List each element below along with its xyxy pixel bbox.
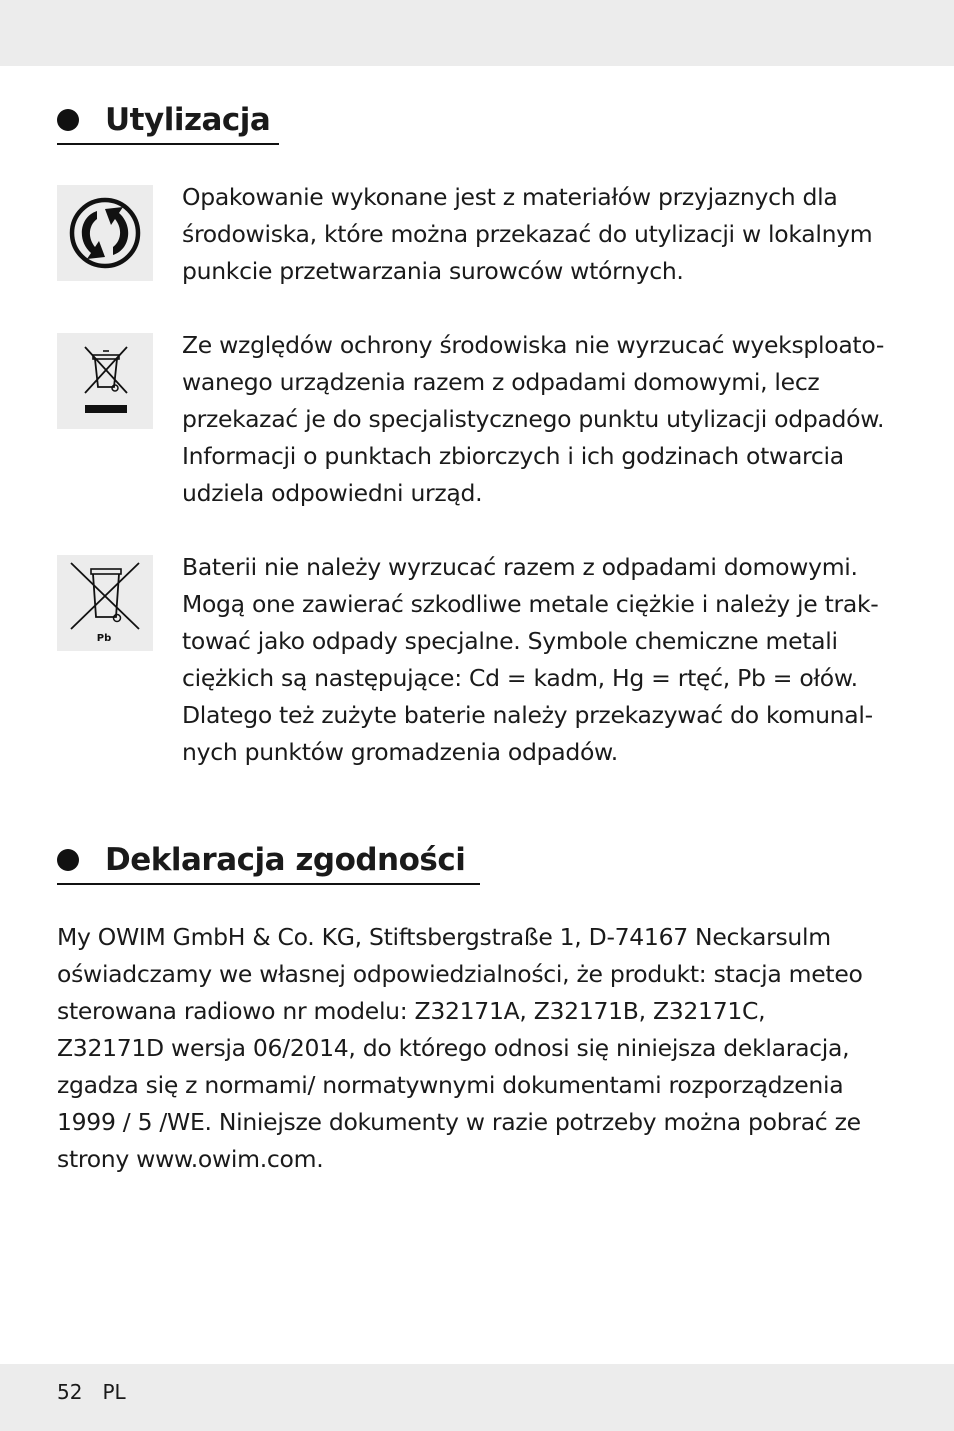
header-band bbox=[0, 0, 954, 66]
heading-underline bbox=[57, 143, 279, 145]
section-heading-disposal bbox=[57, 100, 270, 140]
heading-underline bbox=[57, 883, 480, 885]
green-dot-recycling-icon bbox=[57, 185, 153, 281]
declaration-text: My OWIM GmbH & Co. KG, Stiftsbergstraße 1, D-74167 Neckarsulm oświadczamy we własnej odpowiedzialności, że produkt: stacja meteo sterowana radiowo nr modelu: Z32171A, Z32171B, Z32171C, Z32171D wersja 06/2014, do którego odnosi się niniejsza deklaracja, zgadza się z normami/ normatywnymi dokumentami rozporządzenia 1999 / 5 /WE. Niniejsze dokumenty w razie potrzeby można pobrać ze strony www.owim.com. bbox=[57, 923, 863, 1173]
crossed-wheelie-bin-icon bbox=[57, 333, 153, 429]
bullet-icon bbox=[57, 849, 79, 871]
disposal-packaging-text: Opakowanie wykonane jest z materiałów przyjaznych dla środowiska, które można przekazać do utylizacji w lokalnym punkcie przetwarzania surowców wtórnych. bbox=[182, 183, 873, 285]
section-title: Utylizacja bbox=[105, 102, 271, 138]
section-heading-declaration bbox=[57, 840, 465, 880]
crossed-battery-bin-pb-icon bbox=[57, 555, 153, 651]
language-code: PL bbox=[102, 1380, 126, 1404]
footer-band bbox=[0, 1364, 954, 1431]
footer bbox=[57, 1378, 126, 1406]
disposal-battery-text: Baterii nie należy wyrzucać razem z odpadami domowymi. Mogą one zawierać szkodliwe metale ciężkie i należy je trak- tować jako odpady specjalne. Symbole chemiczne metali ciężkich są następujące: Cd = kadm, Hg = rtęć, Pb = ołów. Dlatego też zużyte baterie należy przekazywać do komunal- nych punktów gromadzenia odpadów. bbox=[182, 553, 879, 766]
section-title: Deklaracja zgodności bbox=[105, 842, 466, 878]
pb-label: Pb bbox=[96, 633, 112, 644]
disposal-device-text: Ze względów ochrony środowiska nie wyrzucać wyeksploato- wanego urządzenia razem z odpadami domowymi, lecz przekazać je do specjalistycznego punktu utylizacji odpadów. Informacji o punktach zbiorczych i ich godzinach otwarcia udziela odpowiedni urząd. bbox=[182, 331, 885, 507]
bullet-icon bbox=[57, 109, 79, 131]
page-number: 52 bbox=[57, 1380, 83, 1404]
